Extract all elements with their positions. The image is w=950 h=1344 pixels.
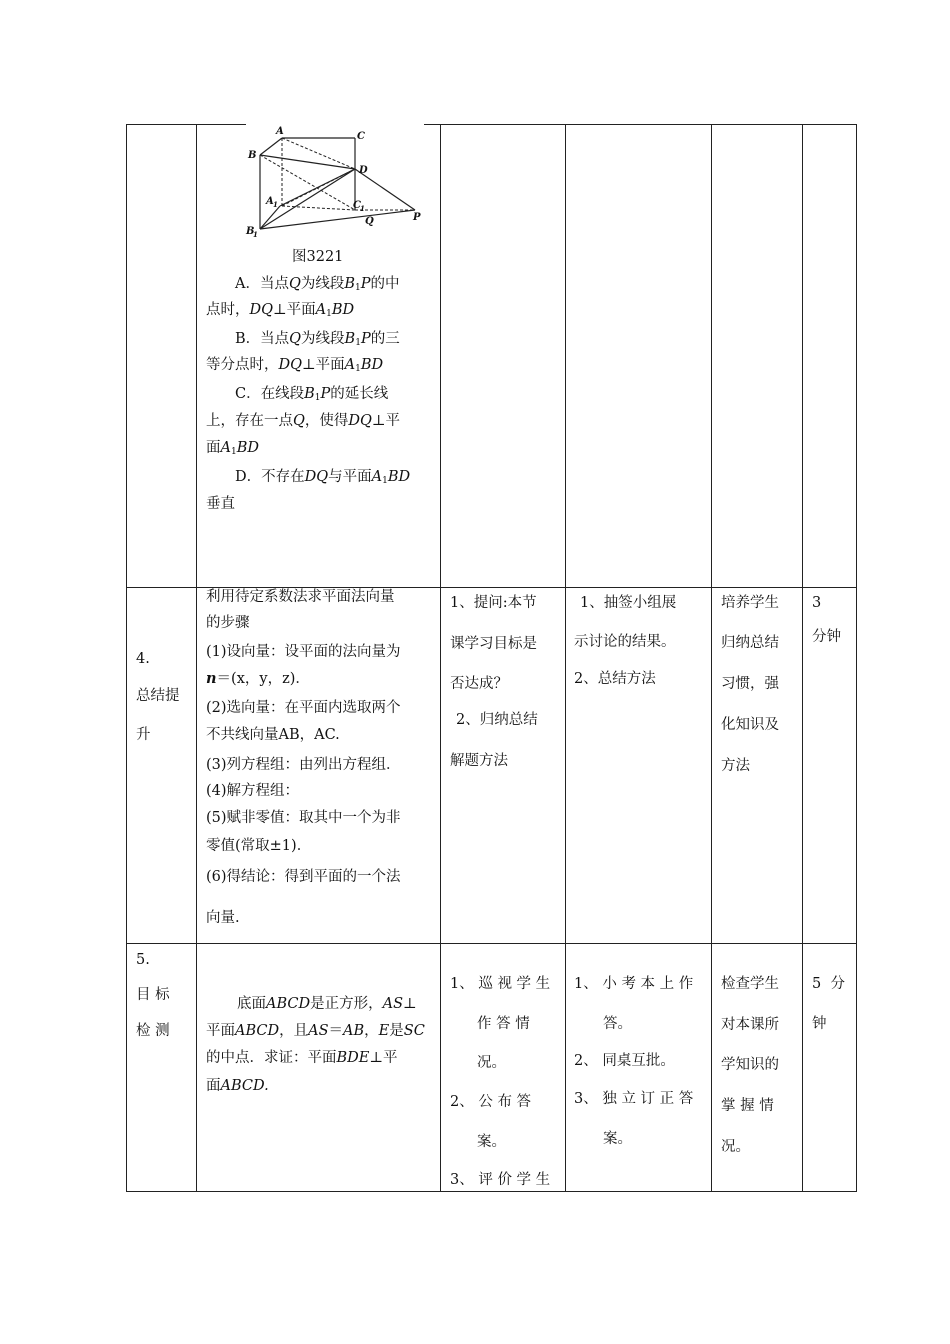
table-border-left [126, 124, 127, 1192]
problem-line-3: 的中点．求证：平面BDE⊥平 [206, 1050, 398, 1066]
purpose-4-line-2: 归纳总结 [721, 635, 779, 651]
summary-line-1: 利用待定系数法求平面法向量 [206, 589, 395, 605]
table-bottom-line [126, 1191, 857, 1192]
table-top-line-a [126, 124, 246, 125]
student-5-line-3: 2、 同桌互批。 [574, 1053, 675, 1069]
teacher-5-line-6: 3、 评 价 学 生 [450, 1172, 551, 1188]
fig-label-b1-sub: 1 [253, 230, 258, 239]
purpose-5-line-3: 学知识的 [721, 1057, 779, 1073]
summary-line-11: (6)得结论：得到平面的一个法 [206, 869, 401, 885]
option-a-line1: A．当点Q为线段$B_1P$的中 [235, 276, 400, 293]
student-5-line-5: 案。 [603, 1131, 632, 1147]
student-4-line-2: 示讨论的结果。 [574, 634, 676, 650]
time-4-line-1: 3 [812, 595, 822, 611]
time-5-line-2: 钟 [812, 1016, 827, 1032]
student-4-line-3: 2、总结方法 [574, 671, 656, 687]
stage-5-title-2: 检 测 [136, 1023, 170, 1039]
student-5-line-4: 3、 独 立 订 正 答 [574, 1091, 694, 1107]
fig-label-b: B [248, 150, 257, 161]
option-c-line3: 面$A_1BD$ [206, 440, 259, 457]
fig-label-q: Q [365, 216, 374, 227]
fig-label-c1: C [353, 200, 361, 211]
purpose-4-line-1: 培养学生 [721, 595, 779, 611]
purpose-4-line-3: 习惯，强 [721, 676, 779, 692]
summary-line-7: (3)列方程组：由列出方程组． [206, 757, 401, 773]
teacher-5-line-4: 2、 公 布 答 [450, 1094, 532, 1110]
purpose-5-line-4: 掌 握 情 [721, 1098, 774, 1114]
table-top-line-b [424, 124, 857, 125]
stage-5-title-1: 目 标 [136, 987, 170, 1003]
summary-line-5: (2)选向量：在平面内选取两个 [206, 700, 401, 716]
summary-line-10: 零值(常取±1)． [206, 838, 312, 854]
student-5-line-2: 答。 [603, 1016, 632, 1032]
stage-4-title-1: 总结提 [136, 688, 180, 704]
row-line-2 [126, 943, 857, 944]
fig-label-b1: B [246, 226, 255, 237]
teacher-5-line-5: 案。 [477, 1134, 506, 1150]
geometry-figure [240, 124, 430, 244]
figure-caption: 图3221 [292, 249, 344, 265]
col-line-3 [565, 124, 566, 1192]
fig-label-a1-sub: 1 [273, 200, 278, 209]
option-c-line1: C．在线段$B_1P$的延长线 [235, 386, 389, 403]
fig-label-c: C [357, 131, 365, 142]
teacher-4-line-3: 否达成？ [450, 676, 508, 692]
purpose-4-line-4: 化知识及 [721, 717, 779, 733]
summary-line-9: (5)赋非零值：取其中一个为非 [206, 810, 401, 826]
teacher-4-line-5: 解题方法 [450, 753, 508, 769]
problem-line-4: 面ABCD. [206, 1078, 269, 1094]
option-d-line2: 垂直 [206, 496, 235, 512]
col-line-2 [440, 124, 441, 1192]
fig-label-p: P [413, 212, 421, 223]
option-d-line1: D．不存在DQ与平面$A_1BD$ [235, 469, 411, 486]
teacher-4-line-2: 课学习目标是 [450, 636, 537, 652]
table-border-right [856, 124, 857, 1192]
col-line-5 [802, 124, 803, 1192]
option-b-line2: 等分点时，DQ⊥平面$A_1BD$ [206, 357, 384, 374]
teacher-4-line-1: 1、提问:本节 [450, 595, 537, 611]
summary-line-2: 的步骤 [206, 615, 250, 631]
student-5-line-1: 1、 小 考 本 上 作 [574, 976, 694, 992]
summary-line-4: n＝(x，y，z)． [206, 670, 310, 687]
summary-line-6: 不共线向量AB，AC. [206, 727, 340, 743]
teacher-5-line-2: 作 答 情 [477, 1016, 530, 1032]
summary-line-3: (1)设向量：设平面的法向量为 [206, 644, 401, 660]
fig-label-a: A [276, 126, 284, 137]
teacher-5-line-1: 1、 巡 视 学 生 [450, 976, 551, 992]
time-4-line-2: 分钟 [812, 629, 841, 645]
purpose-5-line-1: 检查学生 [721, 976, 779, 992]
option-c-line2: 上，存在一点Q，使得DQ⊥平 [206, 413, 401, 429]
col-line-1 [196, 124, 197, 1192]
time-5-line-1: 5 分 [812, 976, 845, 992]
purpose-5-line-5: 况。 [721, 1139, 750, 1155]
purpose-4-line-5: 方法 [721, 758, 750, 774]
fig-label-d: D [359, 165, 368, 176]
stage-4-num: 4. [136, 651, 150, 667]
summary-line-8: (4)解方程组： [206, 783, 300, 799]
purpose-5-line-2: 对本课所 [721, 1017, 779, 1033]
student-4-line-1: 1、抽签小组展 [580, 595, 677, 611]
problem-line-1: 底面ABCD是正方形，AS⊥ [237, 996, 417, 1012]
option-a-line2: 点时，DQ⊥平面$A_1BD$ [206, 302, 355, 319]
teacher-4-line-4: 2、归纳总结 [456, 712, 538, 728]
fig-label-c1-sub: 1 [360, 204, 365, 213]
fig-label-a1: A [266, 196, 274, 207]
col-line-4 [711, 124, 712, 1192]
teacher-5-line-3: 况。 [477, 1055, 506, 1071]
summary-line-12: 向量. [206, 910, 240, 926]
stage-4-title-2: 升 [136, 727, 151, 743]
stage-5-num: 5. [136, 952, 150, 968]
problem-line-2: 平面ABCD，且AS＝AB，E是SC [206, 1023, 425, 1039]
option-b-line1: B．当点Q为线段$B_1P$的三 [235, 331, 400, 348]
